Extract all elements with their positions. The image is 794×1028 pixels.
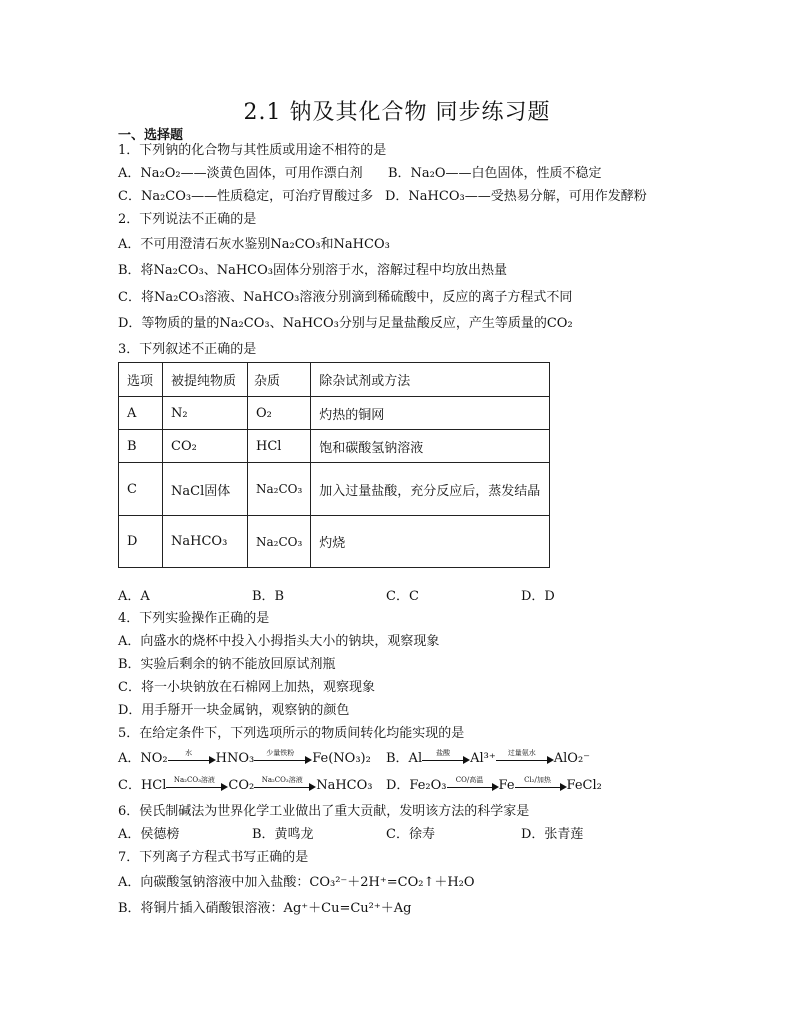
q7-option-a: A．向碳酸氢钠溶液中加入盐酸：CO₃²⁻＋2H⁺=CO₂↑＋H₂O	[118, 875, 475, 890]
q4-stem: 4．下列实验操作正确的是	[118, 611, 270, 626]
q1-option-b: B．Na₂O——白色固体，性质不稳定	[388, 166, 602, 181]
table-cell: O₂	[248, 397, 311, 430]
table-cell: A	[119, 397, 163, 430]
q4-option-d: D．用手掰开一块金属钠，观察钠的颜色	[118, 703, 350, 718]
table-row	[119, 516, 550, 568]
q5-c-end: NaHCO₃	[316, 778, 373, 793]
reaction-arrow-icon	[166, 775, 228, 793]
q5-c-mid: CO₂	[228, 778, 255, 793]
q3-option-a: A．A	[118, 589, 150, 604]
q4-option-c: C．将一小块钠放在石棉网上加热，观察现象	[118, 680, 375, 695]
q5-option-d	[386, 775, 602, 794]
table-cell: NaHCO₃	[163, 516, 248, 568]
arrow-condition: Cl₂/加热	[524, 775, 551, 784]
q3-option-d: D．D	[521, 589, 555, 604]
q1-option-a: A．Na₂O₂——淡黄色固体，可用作漂白剂	[118, 166, 363, 181]
table-cell: 饱和碳酸氢钠溶液	[311, 430, 550, 463]
reaction-arrow-icon	[168, 748, 216, 766]
q6-option-d: D．张青莲	[521, 827, 584, 842]
q5-option-c	[118, 775, 373, 794]
table-cell: N₂	[163, 397, 248, 430]
arrow-condition: 水	[185, 748, 193, 757]
reaction-arrow-icon	[254, 748, 312, 766]
table-header-cell: 选项	[119, 363, 163, 397]
reaction-arrow-icon	[422, 748, 470, 766]
q5-a-end: Fe(NO₃)₂	[312, 751, 371, 766]
q4-option-b: B．实验后剩余的钠不能放回原试剂瓶	[118, 657, 336, 672]
arrow-condition: CO/高温	[455, 775, 484, 784]
q2-option-a: A．不可用澄清石灰水鉴别Na₂CO₃和NaHCO₃	[118, 237, 390, 252]
q5-option-b	[386, 748, 591, 767]
table-header-cell: 杂质	[248, 363, 311, 397]
q2-option-c: C．将Na₂CO₃溶液、NaHCO₃溶液分别滴到稀硫酸中，反应的离子方程式不同	[118, 290, 573, 305]
q5-c-start: C．HCl	[118, 778, 167, 793]
arrow-condition: 盐酸	[436, 748, 451, 757]
table-cell: C	[119, 463, 163, 516]
arrow-condition: 少量铁粉	[266, 748, 295, 757]
q5-b-mid: Al³⁺	[470, 751, 496, 766]
table-cell: 灼烧	[311, 516, 550, 568]
page-title: 2.1 钠及其化合物 同步练习题	[243, 100, 551, 125]
q5-a-mid: HNO₃	[215, 751, 255, 766]
table-cell: Na₂CO₃	[248, 463, 311, 516]
table-row	[119, 463, 550, 516]
q1-stem: 1．下列钠的化合物与其性质或用途不相符的是	[118, 143, 387, 158]
q5-d-start: D．Fe₂O₃	[386, 778, 447, 793]
q1-option-c: C．Na₂CO₃——性质稳定，可治疗胃酸过多	[118, 189, 374, 204]
q5-d-end: FeCl₂	[566, 778, 602, 793]
q2-stem: 2．下列说法不正确的是	[118, 212, 257, 227]
table-cell: Na₂CO₃	[248, 516, 311, 568]
q6-option-c: C．徐寿	[386, 827, 435, 842]
table-header-row	[119, 363, 550, 397]
table-cell: B	[119, 430, 163, 463]
q1-option-d: D．NaHCO₃——受热易分解，可用作发酵粉	[385, 189, 647, 204]
section-heading: 一、选择题	[118, 128, 184, 143]
arrow-condition: 过量氨水	[507, 748, 536, 757]
reaction-arrow-icon	[515, 775, 567, 793]
reaction-arrow-icon	[254, 775, 316, 793]
q5-option-a	[118, 748, 371, 767]
table-cell: D	[119, 516, 163, 568]
q5-d-mid: Fe	[498, 778, 515, 793]
reaction-arrow-icon	[447, 775, 499, 793]
q6-stem: 6．侯氏制碱法为世界化学工业做出了重大贡献，发明该方法的科学家是	[118, 804, 530, 819]
table-row	[119, 430, 550, 463]
q2-option-d: D．等物质的量的Na₂CO₃、NaHCO₃分别与足量盐酸反应，产生等质量的CO₂	[118, 316, 573, 331]
q3-stem: 3．下列叙述不正确的是	[118, 342, 257, 357]
q2-option-b: B．将Na₂CO₃、NaHCO₃固体分别溶于水，溶解过程中均放出热量	[118, 263, 507, 278]
q5-b-end: AlO₂⁻	[553, 751, 591, 766]
arrow-condition: Na₂CO₃溶液	[261, 775, 303, 784]
table-cell: CO₂	[163, 430, 248, 463]
q3-option-b: B．B	[252, 589, 285, 604]
reaction-arrow-icon	[496, 748, 554, 766]
table-row	[119, 397, 550, 430]
q5-a-start: A．NO₂	[118, 751, 168, 766]
table-cell: 灼热的铜网	[311, 397, 550, 430]
arrow-condition: Na₂CO₃溶液	[173, 775, 215, 784]
q5-stem: 5．在给定条件下，下列选项所示的物质间转化均能实现的是	[118, 726, 465, 741]
q7-stem: 7．下列离子方程式书写正确的是	[118, 850, 309, 865]
table-cell: HCl	[248, 430, 311, 463]
q3-option-c: C．C	[386, 589, 419, 604]
q6-option-b: B．黄鸣龙	[252, 827, 314, 842]
q3-table	[118, 362, 550, 568]
table-header-cell: 被提纯物质	[163, 363, 248, 397]
table-cell: 加入过量盐酸，充分反应后，蒸发结晶	[311, 463, 550, 516]
q7-option-b: B．将铜片插入硝酸银溶液：Ag⁺＋Cu=Cu²⁺＋Ag	[118, 901, 412, 916]
table-header-cell: 除杂试剂或方法	[311, 363, 550, 397]
table-cell: NaCl固体	[163, 463, 248, 516]
q4-option-a: A．向盛水的烧杯中投入小拇指头大小的钠块，观察现象	[118, 634, 440, 649]
q6-option-a: A．侯德榜	[118, 827, 180, 842]
q5-b-start: B．Al	[386, 751, 423, 766]
